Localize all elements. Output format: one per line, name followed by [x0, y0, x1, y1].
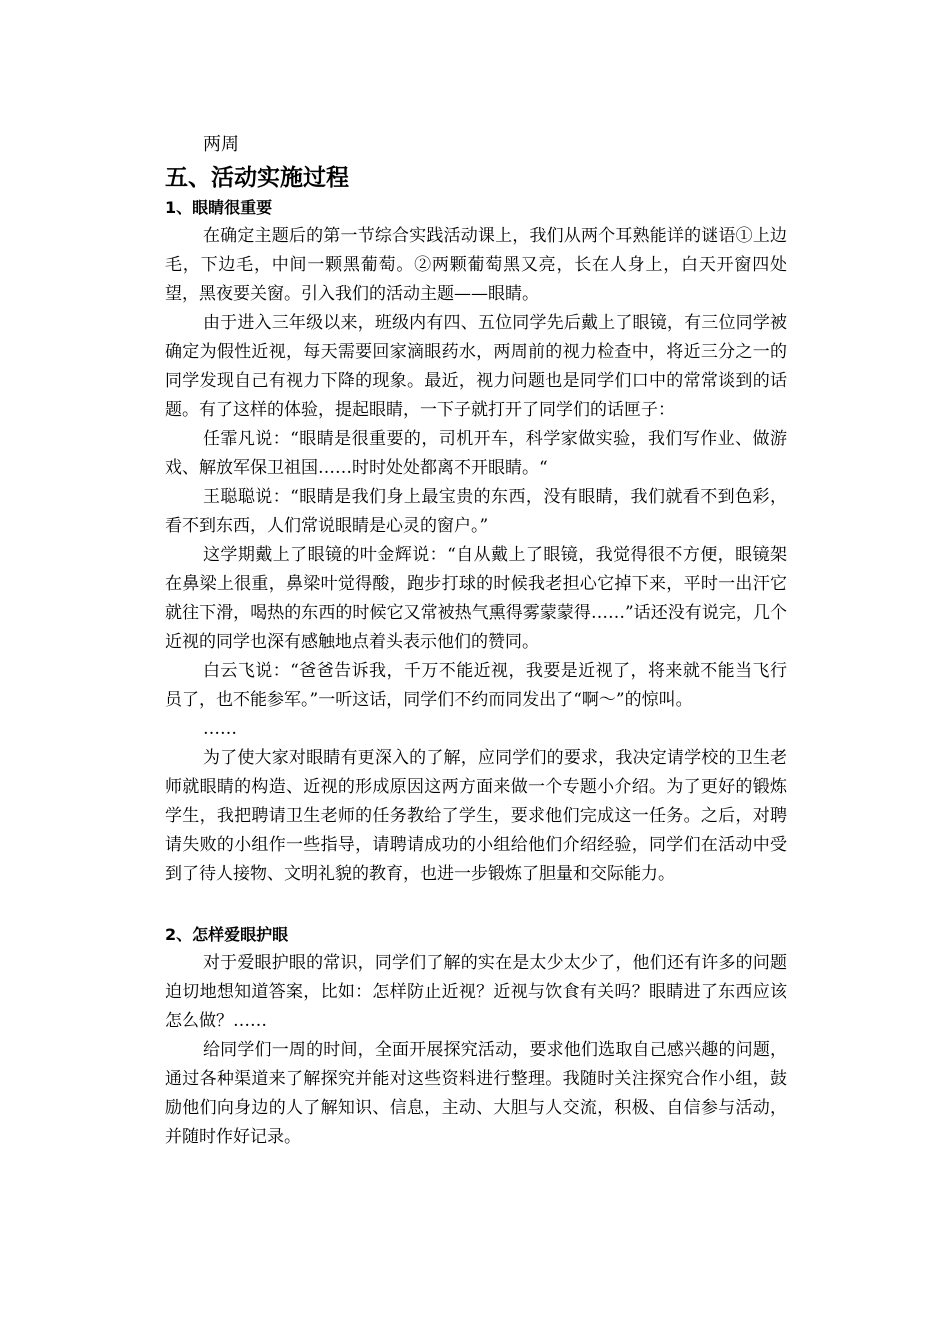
- paragraph: 对于爱眼护眼的常识，同学们了解的实在是太少太少了，他们还有许多的问题迫切地想知道答案，比如：怎样防止近视？近视与饮食有关吗？眼睛进了东西应该怎么做？……: [165, 953, 787, 1031]
- document-page: [165, 128, 787, 1152]
- paragraph: 这学期戴上了眼镜的叶金辉说：“自从戴上了眼镜，我觉得很不方便，眼镜架在鼻梁上很重，鼻梁叶觉得酸，跑步打球的时候我老担心它掉下来，平时一出汗它就往下滑，喝热的东西的时候它又常被热气熏得雾蒙蒙得……”话还没有说完，几个近视的同学也深有感触地点着头表示他们的赞同。: [165, 545, 787, 652]
- paragraph: 在确定主题后的第一节综合实践活动课上，我们从两个耳熟能详的谜语①上边毛，下边毛，中间一颗黑葡萄。②两颗葡萄黑又亮，长在人身上，白天开窗四处望，黑夜要关窗。引入我们的活动主题——眼睛。: [165, 226, 787, 304]
- paragraph: 为了使大家对眼睛有更深入的了解，应同学们的要求，我决定请学校的卫生老师就眼睛的构造、近视的形成原因这两方面来做一个专题小介绍。为了更好的锻炼学生，我把聘请卫生老师的任务教给了学生，要求他们完成这一任务。之后，对聘请失败的小组作一些指导，请聘请成功的小组给他们介绍经验，同学们在活动中受到了待人接物、文明礼貌的教育，也进一步锻炼了胆量和交际能力。: [165, 748, 787, 884]
- paragraph: 任霏凡说：“眼睛是很重要的，司机开车，科学家做实验，我们写作业、做游戏、解放军保卫祖国……时时处处都离不开眼睛。“: [165, 429, 787, 478]
- paragraph: 白云飞说：“爸爸告诉我，千万不能近视，我要是近视了，将来就不能当飞行员了，也不能参军。”一听这话，同学们不约而同发出了“啊～”的惊叫。: [165, 661, 787, 710]
- top-fragment: 两周: [203, 134, 239, 155]
- paragraph: 给同学们一周的时间，全面开展探究活动，要求他们选取自己感兴趣的问题，通过各种渠道来了解探究并能对这些资料进行整理。我随时关注探究合作小组，鼓励他们向身边的人了解知识、信息，主动、大胆与人交流，积极、自信参与活动，并随时作好记录。: [165, 1040, 787, 1147]
- paragraph: 由于进入三年级以来，班级内有四、五位同学先后戴上了眼镜，有三位同学被确定为假性近视，每天需要回家滴眼药水，两周前的视力检查中，将近三分之一的同学发现自己有视力下降的现象。最近，视力问题也是同学们口中的常常谈到的话题。有了这样的体验，提起眼睛，一下子就打开了同学们的话匣子：: [165, 313, 787, 420]
- paragraph: 王聪聪说：“眼睛是我们身上最宝贵的东西，没有眼睛，我们就看不到色彩，看不到东西，人们常说眼睛是心灵的窗户。”: [165, 487, 787, 536]
- subsection-title-1: 1、眼睛很重要: [165, 198, 273, 217]
- subsection-title-2: 2、怎样爱眼护眼: [165, 925, 289, 944]
- ellipsis-line: ……: [203, 719, 237, 739]
- section-title: 五、活动实施过程: [165, 165, 349, 191]
